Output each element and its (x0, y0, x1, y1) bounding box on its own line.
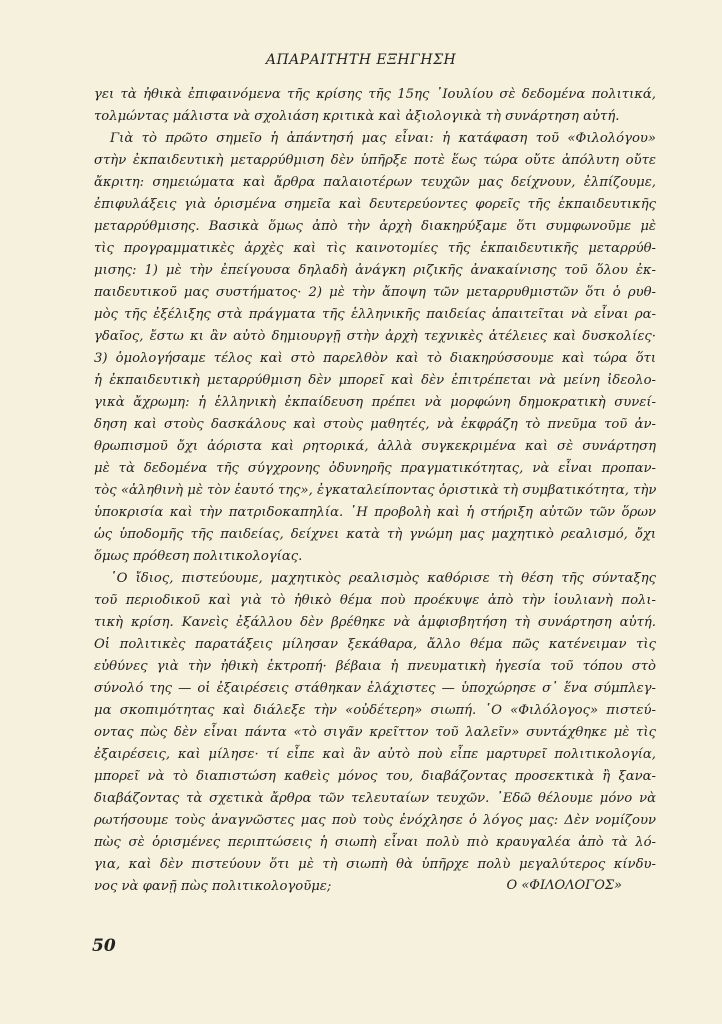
text-line: μπορεῖ νὰ τὸ διαπιστώση καθεὶς μόνος του, διαβάζοντας προσεκτικὰ ἢ ξανα- (94, 769, 656, 784)
text-line: σύνολό της — οἱ ἐξαιρέσεις στάθηκαν ἐλάχιστες — ὑποχώρησε σ᾿ ἕνα σύμπλεγ- (94, 681, 656, 696)
text-line: δηση καὶ στοὺς δασκάλους καὶ στοὺς μαθητές, νὰ ἐκφράζη τὸ πνεῦμα τοῦ ἀν- (94, 417, 656, 432)
paragraph (94, 128, 656, 568)
text-line: τικὴ κρίση. Κανεὶς ἐξάλλου δὲν βρέθηκε νὰ ἀμφισβητήση τὴ συνάρτηση αὐτή. (94, 615, 656, 630)
page-number: 50 (92, 936, 116, 956)
text-line: νος νὰ φανῇ πὼς πολιτικολογοῦμε; (94, 879, 332, 894)
text-line: ὅμως πρόθεση πολιτικολογίας. (94, 549, 303, 564)
text-line: στὴν ἐκπαιδευτικὴ μεταρρύθμιση δὲν ὑπῆρξε ποτὲ ἕως τώρα οὔτε ἀπόλυτη οὔτε (94, 153, 656, 168)
text-line: ὑποκρισία καὶ τὴν πατριδοκαπηλία. ῾Η προβολὴ καὶ ἡ στήριξη αὐτῶν τῶν ὅρων (94, 505, 656, 520)
text-line: μεταρρύθμισης. Βασικὰ ὅμως ἀπὸ τὴν ἀρχὴ διακηρύξαμε ὅτι συμφωνοῦμε μὲ (94, 219, 656, 234)
text-line: μὸς τῆς ἐξέλιξης στὰ πράγματα τῆς ἑλληνικῆς παιδείας ἀπαιτεῖται νὰ εἶναι ρα- (94, 307, 656, 322)
text-line: μισης: 1) μὲ τὴν ἐπείγουσα δηλαδὴ ἀνάγκη ριζικῆς ἀνακαίνισης τοῦ ὅλου ἐκ- (94, 263, 656, 278)
text-line: μα σκοπιμότητας καὶ διάλεξε τὴν «οὐδέτερη» σιωπή. ῾Ο «Φιλόλογος» πιστεύ- (94, 703, 656, 718)
paragraph (94, 84, 656, 128)
text-line: τὶς προγραμματικὲς ἀρχὲς καὶ τὶς καινοτομίες τῆς ἐκπαιδευτικῆς μεταρρύθ- (94, 241, 656, 256)
text-line: πὼς σὲ ὁρισμένες περιπτώσεις ἡ σιωπὴ εἶναι πολὺ πιὸ κραυγαλέα ἀπὸ τὰ λό- (94, 835, 656, 850)
text-line: ἄκριτη: σημειώματα καὶ ἄρθρα παλαιοτέρων τευχῶν μας δείχνουν, ἐλπίζουμε, (94, 175, 656, 190)
text-line: Οἱ πολιτικὲς παρατάξεις μίλησαν ξεκάθαρα, ἄλλο θέμα πῶς κατένειμαν τὶς (94, 637, 656, 652)
text-line: οντας πὼς δὲν εἶναι πάντα «τὸ σιγᾶν κρεῖττον τοῦ λαλεῖν» συντάχθηκε μὲ τὶς (94, 725, 656, 740)
text-line: ὡς ὑποδομῆς τῆς παιδείας, δείχνει κατὰ τὴ γνώμη μας μαχητικὸ ρεαλισμό, ὄχι (94, 527, 656, 542)
text-line: για, καὶ δὲν πιστεύουν ὅτι μὲ τὴ σιωπὴ θὰ ὑπῆρχε πολὺ μεγαλύτερος κίνδυ- (94, 857, 656, 872)
text-line: ἐπιφυλάξεις γιὰ ὁρισμένα σημεῖα καὶ δευτερεύοντες φορεῖς τῆς ἐκπαιδευτικῆς (94, 197, 656, 212)
text-line: 3) ὁμολογήσαμε τέλος καὶ στὸ παρελθὸν καὶ τὸ διακηρύσσουμε καὶ τώρα ὅτι (94, 351, 656, 366)
running-head: ΑΠΑΡΑΙΤΗΤΗ ΕΞΗΓΗΣΗ (265, 52, 457, 68)
text-line: Γιὰ τὸ πρῶτο σημεῖο ἡ ἀπάντησή μας εἶναι: ἡ κατάφαση τοῦ «Φιλολόγου» (110, 131, 656, 146)
text-line: ῾Ο ἴδιος, πιστεύουμε, μαχητικὸς ρεαλισμὸς καθόρισε τὴ θέση τῆς σύνταξης (110, 571, 656, 586)
text-line: τολμώντας μάλιστα νὰ σχολιάση κριτικὰ καὶ ἀξιολογικὰ τὴ συνάρτηση αὐτή. (94, 109, 620, 124)
text-line: μὲ τὰ δεδομένα τῆς σύγχρονης ὀδυνηρῆς πραγματικότητας, νὰ εἶναι προπαν- (94, 461, 656, 476)
text-line: γικὰ ἄχρωμη: ἡ ἑλληνικὴ ἐκπαίδευση πρέπει νὰ μορφώνη δημοκρατικὴ συνεί- (94, 395, 656, 410)
text-line: τὸς «ἀληθινὴ μὲ τὸν ἑαυτό της», ἐγκαταλείποντας ὁριστικὰ τὴ συμβατικότητα, τὴν (94, 483, 656, 498)
text-line: θρωπισμοῦ ὄχι ἀόριστα καὶ ρητορικά, ἀλλὰ συγκεκριμένα καὶ σὲ συνάρτηση (94, 439, 656, 454)
text-line: γει τὰ ἠθικὰ ἐπιφαινόμενα τῆς κρίσης τῆς 15ης ᾿Ιουλίου σὲ δεδομένα πολιτικά, (94, 87, 656, 102)
text-line: ρωτήσουμε τοὺς ἀναγνῶστες μας ποὺ τοὺς ἐνόχλησε ὁ λόγος μας: Δὲν νομίζουν (94, 813, 656, 828)
text-line: γδαῖος, ἔστω κι ἂν αὐτὸ δημιουργῇ στὴν ἀρχὴ τεχνικὲς ἀτέλειες καὶ δυσκολίες· (94, 329, 656, 344)
text-line: διαβάζοντας τὰ σχετικὰ ἄρθρα τῶν τελευταίων τευχῶν. ᾿Εδῶ θέλουμε μόνο νὰ (94, 791, 656, 806)
paragraph (94, 568, 656, 898)
article-body (94, 84, 656, 898)
text-line: ἐξαιρέσεις, καὶ μίλησε· τί εἶπε καὶ ἂν αὐτὸ ποὺ εἶπε μαρτυρεῖ πολιτικολογία, (94, 747, 656, 762)
signature: Ο «ΦΙΛΟΛΟΓΟΣ» (506, 878, 622, 893)
text-line: τοῦ περιοδικοῦ καὶ γιὰ τὸ ἠθικὸ θέμα ποὺ προέκυψε ἀπὸ τὴν ἰουλιανὴ πολι- (94, 593, 656, 608)
text-line: εὐθύνες γιὰ τὴν ἠθικὴ ἐκτροπή· βέβαια ἡ πνευματικὴ ἡγεσία τοῦ τόπου στὸ (94, 659, 656, 674)
text-line: ἡ ἐκπαιδευτικὴ μεταρρύθμιση δὲν μπορεῖ καὶ δὲν ἐπιτρέπεται νὰ μείνη ἰδεολο- (94, 373, 656, 388)
text-line: παιδευτικοῦ μας συστήματος· 2) μὲ τὴν ἄποψη τῶν μεταρρυθμιστῶν ὅτι ὁ ρυθ- (94, 285, 656, 300)
